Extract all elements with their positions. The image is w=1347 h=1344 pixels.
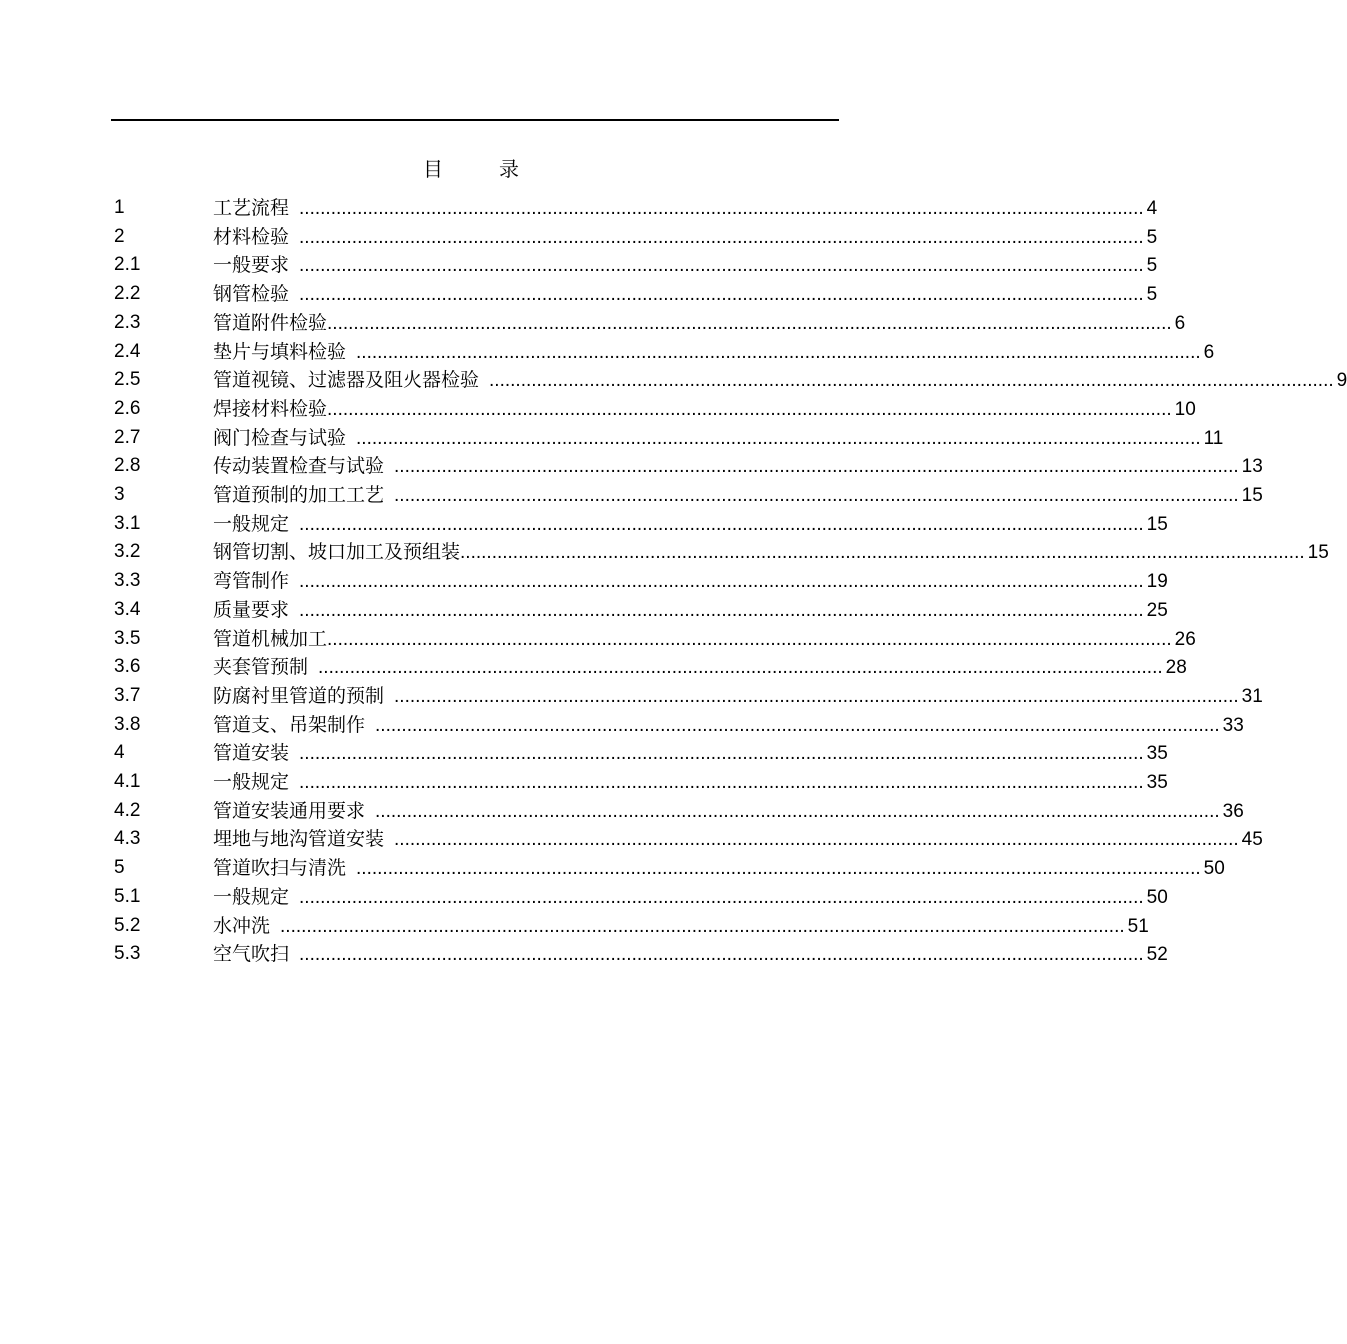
toc-dot-leader: ................................................................................................................................................................ xyxy=(299,743,1144,765)
toc-dot-leader: ................................................................................................................................................................ xyxy=(299,198,1144,219)
toc-entry-number: 3.7 xyxy=(114,684,141,706)
toc-entry-number: 4.1 xyxy=(114,771,141,792)
toc-entry-line xyxy=(213,309,1186,338)
toc-dot-leader: ................................................................................................................................................................ xyxy=(394,829,1239,851)
toc-entry-page: 50 xyxy=(1203,858,1225,880)
toc-entry-label: 空气吹扫 xyxy=(213,943,290,966)
toc-entry-number: 4.3 xyxy=(114,828,141,850)
toc-dot-leader: ................................................................................................................................................................ xyxy=(489,370,1334,392)
toc-entry[interactable] xyxy=(0,452,1263,481)
toc-entry[interactable] xyxy=(0,395,1196,424)
toc-entry-line xyxy=(213,338,1215,367)
toc-entry-label: 焊接材料检验 xyxy=(213,397,328,420)
toc-entry[interactable] xyxy=(0,538,1329,567)
toc-entry-line xyxy=(213,194,1158,223)
toc-entry-line xyxy=(213,883,1168,912)
toc-entry-page: 50 xyxy=(1146,886,1168,908)
toc-dot-leader: ................................................................................................................................................................ xyxy=(299,513,1144,535)
toc-entry-line xyxy=(213,223,1158,252)
toc-entry-label: 管道附件检验 xyxy=(213,311,328,334)
toc-entry-number: 4 xyxy=(114,742,125,764)
toc-entry-number: 3.2 xyxy=(114,541,141,563)
toc-entry[interactable] xyxy=(0,280,1158,309)
toc-entry[interactable] xyxy=(0,251,1158,280)
toc-entry-label: 工艺流程 xyxy=(213,197,290,219)
toc-entry-label: 材料检验 xyxy=(213,225,290,248)
toc-entry-page: 5 xyxy=(1146,226,1158,248)
toc-entry-page: 5 xyxy=(1146,255,1158,277)
toc-entry-number: 2.3 xyxy=(114,311,141,333)
toc-entry-number: 3.1 xyxy=(114,512,141,534)
toc-entry[interactable] xyxy=(0,424,1224,453)
toc-entry-number: 5.1 xyxy=(114,885,141,907)
toc-entry[interactable] xyxy=(0,309,1186,338)
toc-entry-label: 管道预制的加工工艺 xyxy=(213,484,385,506)
header-rule xyxy=(111,119,839,121)
toc-entry-label: 管道安装通用要求 xyxy=(213,799,366,822)
toc-entry-line xyxy=(213,510,1168,539)
toc-entry-line xyxy=(213,625,1196,654)
toc-entry-line xyxy=(213,854,1225,883)
toc-entry-number: 5 xyxy=(114,857,125,879)
toc-entry[interactable] xyxy=(0,567,1168,596)
toc-entry-line xyxy=(213,452,1263,481)
toc-entry-label: 一般规定 xyxy=(213,771,290,793)
toc-entry-line xyxy=(213,395,1196,424)
toc-entry-line xyxy=(213,538,1329,567)
toc-dot-leader: ................................................................................................................................................................ xyxy=(327,312,1172,334)
toc-entry-page: 31 xyxy=(1241,685,1263,707)
toc-entry-page: 10 xyxy=(1174,398,1196,420)
toc-entry-number: 3.4 xyxy=(114,598,141,620)
toc-entry-line xyxy=(213,825,1263,854)
toc-entry-line xyxy=(213,768,1168,797)
toc-entry-line xyxy=(213,567,1168,596)
toc-dot-leader: ................................................................................................................................................................ xyxy=(375,714,1220,736)
toc-dot-leader: ................................................................................................................................................................ xyxy=(299,284,1144,306)
toc-entry-page: 33 xyxy=(1222,714,1244,736)
toc-dot-leader: ................................................................................................................................................................ xyxy=(356,427,1201,449)
toc-entry[interactable] xyxy=(0,797,1244,826)
toc-dot-leader: ................................................................................................................................................................ xyxy=(356,341,1201,363)
toc-entry-number: 2 xyxy=(114,225,125,247)
toc-entry-number: 2.5 xyxy=(114,369,141,391)
toc-entry-number: 3 xyxy=(114,484,125,505)
toc-entry-number: 2.4 xyxy=(114,340,141,362)
toc-entry-label: 管道安装 xyxy=(213,742,290,765)
toc-entry-label: 垫片与填料检验 xyxy=(213,340,347,363)
toc-entry-number: 2.8 xyxy=(114,455,141,477)
toc-entry-page: 45 xyxy=(1241,829,1263,851)
toc-entry-label: 传动装置检查与试验 xyxy=(213,455,385,478)
toc-entry[interactable] xyxy=(0,682,1263,711)
toc-entry-line xyxy=(213,912,1149,941)
toc-dot-leader: ................................................................................................................................................................ xyxy=(299,886,1144,908)
toc-entry[interactable] xyxy=(0,338,1215,367)
toc-entry-line xyxy=(213,280,1158,309)
toc-entry-line xyxy=(213,739,1168,768)
toc-dot-leader: ................................................................................................................................................................ xyxy=(299,599,1144,621)
toc-entry-line xyxy=(213,711,1244,740)
toc-dot-leader: ................................................................................................................................................................ xyxy=(299,571,1144,593)
toc-entry[interactable] xyxy=(0,711,1244,740)
toc-entry-line xyxy=(213,653,1187,682)
toc-entry[interactable] xyxy=(0,768,1168,797)
toc-entry[interactable] xyxy=(0,854,1225,883)
toc-entry-page: 13 xyxy=(1241,456,1263,478)
toc-entry-number: 3.8 xyxy=(114,713,141,735)
toc-entry[interactable] xyxy=(0,653,1187,682)
toc-entry[interactable] xyxy=(0,912,1149,941)
toc-entry-label: 钢管切割、坡口加工及预组装 xyxy=(213,541,461,564)
toc-entry-page: 36 xyxy=(1222,800,1244,822)
toc-dot-leader: ................................................................................................................................................................ xyxy=(299,255,1144,277)
toc-entry-page: 6 xyxy=(1174,312,1186,334)
toc-entry-page: 4 xyxy=(1146,198,1158,219)
toc-entry-line xyxy=(213,251,1158,280)
toc-entry-label: 水冲洗 xyxy=(213,914,271,937)
toc-entry-number: 5.3 xyxy=(114,943,141,965)
toc-entry-page: 15 xyxy=(1146,513,1168,535)
toc-entry-number: 2.6 xyxy=(114,397,141,419)
toc-entry-line xyxy=(213,596,1168,625)
toc-entry-page: 35 xyxy=(1146,743,1168,765)
toc-entry-line xyxy=(213,366,1347,395)
toc-entry[interactable] xyxy=(0,223,1158,252)
toc-entry-number: 3.3 xyxy=(114,570,141,592)
toc-entry-label: 阀门检查与试验 xyxy=(213,426,347,449)
toc-entry-label: 管道吹扫与清洗 xyxy=(213,857,347,880)
toc-title: 目 录 xyxy=(423,157,537,181)
toc-dot-leader: ................................................................................................................................................................ xyxy=(299,226,1144,248)
toc-entry-number: 4.2 xyxy=(114,799,141,821)
toc-entry[interactable] xyxy=(0,625,1196,654)
toc-entry-label: 一般要求 xyxy=(213,254,290,277)
toc-entry-label: 防腐衬里管道的预制 xyxy=(213,684,385,707)
toc-entry-label: 管道视镜、过滤器及阻火器检验 xyxy=(213,369,480,392)
toc-entry[interactable] xyxy=(0,739,1168,768)
toc-entry-page: 19 xyxy=(1146,571,1168,593)
toc-entry-line xyxy=(213,940,1168,969)
toc-entry-number: 1 xyxy=(114,197,125,218)
toc-entry-page: 25 xyxy=(1146,599,1168,621)
toc-entry[interactable] xyxy=(0,883,1168,912)
toc-entry-page: 15 xyxy=(1241,485,1263,506)
toc-dot-leader: ................................................................................................................................................................ xyxy=(299,944,1144,966)
toc-dot-leader: ................................................................................................................................................................ xyxy=(299,772,1144,793)
toc-entry-page: 51 xyxy=(1127,915,1149,937)
toc-entry[interactable] xyxy=(0,825,1263,854)
toc-entry-number: 2.1 xyxy=(114,254,141,276)
toc-dot-leader: ................................................................................................................................................................ xyxy=(356,858,1201,880)
toc-entry-number: 5.2 xyxy=(114,914,141,936)
toc-entry-line xyxy=(213,797,1244,826)
toc-entry[interactable] xyxy=(0,510,1168,539)
toc-entry-line xyxy=(213,424,1224,453)
toc-entry-number: 2.2 xyxy=(114,283,141,305)
toc-entry-number: 3.5 xyxy=(114,627,141,649)
toc-entry[interactable] xyxy=(0,366,1347,395)
toc-entry-label: 埋地与地沟管道安装 xyxy=(213,828,385,851)
toc-entry[interactable] xyxy=(0,194,1158,223)
toc-entry-label: 质量要求 xyxy=(213,598,290,621)
toc-entry[interactable] xyxy=(0,940,1168,969)
toc-entry[interactable] xyxy=(0,596,1168,625)
toc-entry-label: 夹套管预制 xyxy=(213,656,309,679)
toc-entry-page: 11 xyxy=(1203,427,1224,449)
toc-entry-label: 管道机械加工 xyxy=(213,627,328,650)
toc-entry-page: 9 xyxy=(1336,370,1347,392)
toc-dot-leader: ................................................................................................................................................................ xyxy=(375,800,1220,822)
toc-entry-line xyxy=(213,481,1263,510)
toc-dot-leader: ................................................................................................................................................................ xyxy=(327,398,1172,420)
toc-entry[interactable] xyxy=(0,481,1263,510)
toc-entry-line xyxy=(213,682,1263,711)
toc-entry-page: 52 xyxy=(1146,944,1168,966)
toc-entry-label: 一般规定 xyxy=(213,885,290,908)
toc-entry-page: 6 xyxy=(1203,341,1215,363)
toc-entry-label: 弯管制作 xyxy=(213,570,290,593)
toc-entry-page: 15 xyxy=(1307,542,1329,564)
toc-dot-leader: ................................................................................................................................................................ xyxy=(318,657,1163,679)
toc-dot-leader: ................................................................................................................................................................ xyxy=(280,915,1125,937)
toc-entry-page: 26 xyxy=(1174,628,1196,650)
toc-dot-leader: ................................................................................................................................................................ xyxy=(460,542,1305,564)
toc-entry-label: 钢管检验 xyxy=(213,283,290,306)
toc-entry-number: 2.7 xyxy=(114,426,141,448)
toc-entry-label: 一般规定 xyxy=(213,512,290,535)
toc-entry-page: 28 xyxy=(1165,657,1187,679)
toc-dot-leader: ................................................................................................................................................................ xyxy=(394,485,1239,506)
toc-dot-leader: ................................................................................................................................................................ xyxy=(394,456,1239,478)
toc-entry-page: 35 xyxy=(1146,772,1168,793)
toc-entry-label: 管道支、吊架制作 xyxy=(213,713,366,736)
toc-entry-page: 5 xyxy=(1146,284,1158,306)
toc-entry-number: 3.6 xyxy=(114,656,141,678)
toc-dot-leader: ................................................................................................................................................................ xyxy=(394,685,1239,707)
toc-dot-leader: ................................................................................................................................................................ xyxy=(327,628,1172,650)
